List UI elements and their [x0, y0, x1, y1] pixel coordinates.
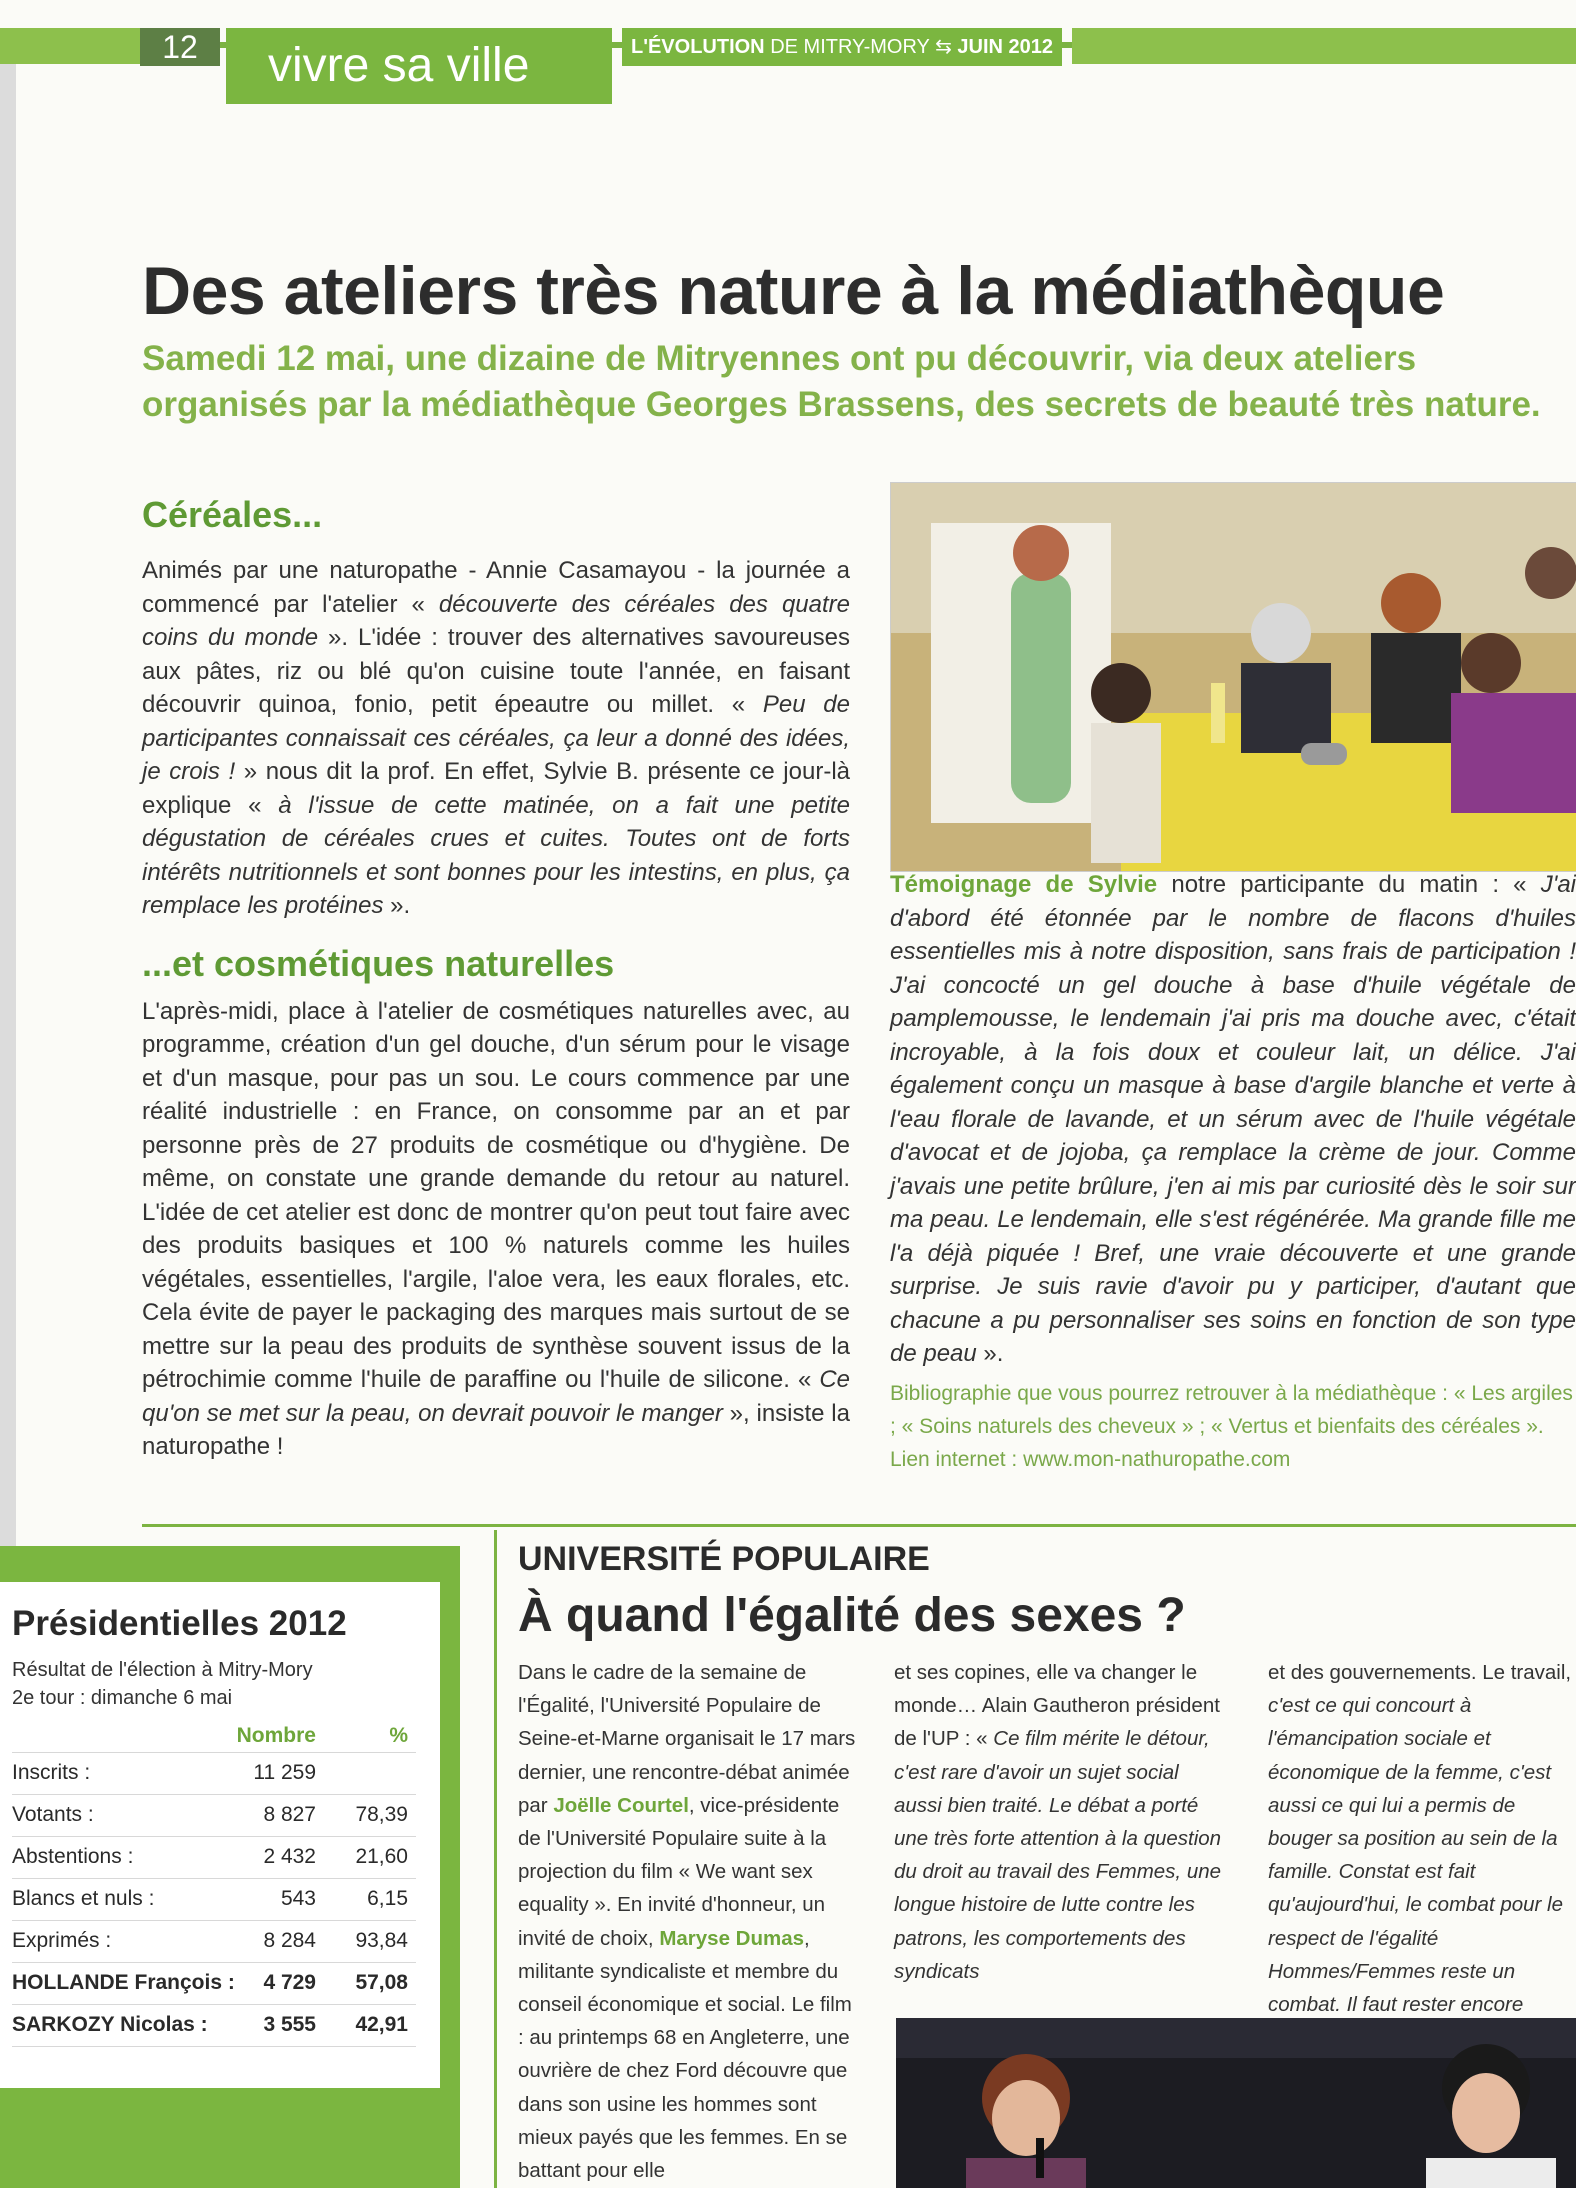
text-run: L'après-midi, place à l'atelier de cosmétiques naturelles avec, au programme, création d'un gel douche, d'un sérum pour le visage et d'un masque, pour pas un sou. Le cours commence par une réalité industrielle : en France, on consomme par an et par personne près de 27 produits de cosmétique ou d'hygiène. De même, on constate une grande demande du retour au naturel. L'idée de cet atelier est donc de montrer qu'on peut tout faire avec des produits basiques et 100 % naturels comme les huiles végétales, essentielles, l'argile, l'aloe vera, les eaux florales, etc. Cela évite de payer le packaging des marques mais surtout de se mettre sur la peau des produits de synthèse souvent issus de la pétrochimie comme l'huile de paraffine ou l'huile de silicone. «	[142, 997, 850, 1393]
testimony-paragraph	[890, 868, 1576, 1371]
subheading-cosmetiques: ...et cosmétiques naturelles	[142, 942, 615, 984]
text-run: , vice-présidente de l'Université Populaire suite à la projection du film « We want sex equality ». En invité d'honneur, un invité de choix,	[518, 1793, 840, 1950]
table-row	[12, 1921, 416, 1963]
article-right-column	[890, 868, 1576, 1476]
text-run: », insiste la naturopathe !	[142, 1399, 850, 1460]
text-run-italic: découverte des céréales des quatre coins du monde	[142, 590, 850, 651]
person-name: Maryse Dumas	[659, 1926, 805, 1950]
up-column-1	[518, 1656, 858, 2187]
row-pct: 93,84	[355, 1929, 408, 1952]
quote-naturopathe: Ce qu'on se met sur la peau, on devrait pouvoir le manger	[142, 1366, 850, 1427]
up-title: À quand l'égalité des sexes ?	[518, 1589, 1186, 1642]
table-row	[12, 1963, 416, 2005]
person-name: Joëlle Courtel	[553, 1793, 689, 1817]
publication-info	[622, 28, 1062, 66]
text-run: Animés par une naturopathe - Annie Casamayou - la journée a commencé par l'atelier «	[142, 557, 850, 618]
row-nombre: 8 827	[263, 1803, 316, 1826]
row-nombre: 4 729	[263, 1971, 316, 1994]
election-title: Présidentielles 2012	[12, 1604, 347, 1643]
row-label: Inscrits :	[12, 1761, 91, 1784]
text-run: » nous dit la prof. En effet, Sylvie B. présente ce jour-là explique «	[142, 758, 850, 819]
quote-prof: Peu de participantes connaissait ces céréales, ça leur a donné des idées, je crois !	[142, 691, 850, 785]
row-pct: 6,15	[367, 1887, 408, 1910]
table-row	[12, 1795, 416, 1837]
bibliography: Bibliographie que vous pourrez retrouver à la médiathèque : « Les argiles ; « Soins naturels des cheveux » ; « Vertus et bienfaits des céréales ». Lien internet : www.mon-nathuropathe.com	[890, 1381, 1573, 1471]
publication-name: L'ÉVOLUTION	[630, 36, 765, 58]
text-run: ».	[976, 1340, 1004, 1367]
table-row	[12, 2005, 416, 2047]
publication-separator: ⇆	[935, 36, 952, 58]
text-run: ». L'idée : trouver des alternatives savoureuses aux pâtes, riz ou blé qu'on cuisine toute l'année, en faisant découvrir quinoa, fonio, petit épeautre ou millet. «	[142, 624, 850, 718]
row-label: Exprimés :	[12, 1929, 112, 1952]
page-number: 12	[140, 28, 220, 66]
column-header-nombre: Nombre	[236, 1724, 316, 1747]
column-divider	[494, 1530, 497, 2188]
row-nombre: 543	[280, 1887, 316, 1910]
table-row	[12, 1753, 416, 1795]
quote-gautheron-cont: c'est ce qui concourt à l'émancipation sociale et économique de la femme, c'est aussi ce qui lui a permis de bouger sa position au sein de la famille. Constat est fait qu'aujourd'hui, le combat pour le respect de l'égalité Hommes/Femmes reste un combat. Il faut rester encore	[1268, 1694, 1564, 2017]
row-pct: 42,91	[355, 2013, 408, 2036]
row-pct: 57,08	[355, 1971, 408, 1994]
text-run: et ses copines, elle va changer le monde… Alain Gautheron président de l'UP : «	[894, 1661, 1220, 1751]
row-nombre: 2 432	[263, 1845, 316, 1868]
debate-photo	[896, 2018, 1576, 2188]
article-left-column	[142, 494, 850, 1464]
text-run: et des gouvernements. Le travail,	[1268, 1661, 1572, 1684]
workshop-photo	[890, 482, 1576, 872]
row-label: SARKOZY Nicolas :	[12, 2013, 208, 2036]
row-pct: 78,39	[355, 1803, 408, 1826]
quote-sylvie: à l'issue de cette matinée, on a fait une petite dégustation de céréales crues et cuites. Toutes ont de forts intérêts nutritionnels et sont bonnes pour les intestins, en plus, ça remplace les protéines	[142, 791, 851, 919]
up-column-3	[1268, 1656, 1576, 2054]
up-kicker: UNIVERSITÉ POPULAIRE	[518, 1540, 930, 1578]
up-column-2	[894, 1656, 1224, 1988]
quote-gautheron: Ce film mérite le détour, c'est rare d'avoir un sujet social aussi bien traité. Le débat a porté une très forte attention à la question du droit au travail des Femmes, une longue histoire de lutte contre les patrons, les comportements des syndicats	[894, 1727, 1222, 1983]
election-subtitle-line: 2e tour : dimanche 6 mai	[12, 1687, 233, 1709]
table-row	[12, 1879, 416, 1921]
election-subtitle-line: Résultat de l'élection à Mitry-Mory	[12, 1659, 313, 1681]
text-run: ».	[383, 892, 411, 919]
row-pct: 21,60	[355, 1845, 408, 1868]
testimony-quote: J'ai d'abord été étonnée par le nombre de flacons d'huiles essentielles mis à notre disposition, sans frais de participation ! J'ai concocté un gel douche à base d'huile végétale de pamplemousse, le lendemain j'ai pris ma douche avec, c'était incroyable, à la fois doux et couleur lait, un délice. J'ai également conçu un masque à base d'argile blanche et verte à l'eau florale de lavande, et un sérum avec de l'huile végétale d'avocat et de jojoba, ça remplace la crème de jour. Comme j'avais une petite brûlure, j'en ai mis par curiosité dès le soir sur ma peau. Le lendemain, elle s'est régénérée. Ma grande fille me l'a déjà piquée ! Bref, une vraie découverte et une grande surprise. Je suis ravie d'avoir pu y participer, d'autant que chacune a pu personnaliser ses soins en fonction de son type de peau	[890, 871, 1576, 1367]
subheading-cereales: Céréales...	[142, 494, 323, 535]
table-row	[12, 1837, 416, 1879]
row-label: Abstentions :	[12, 1845, 134, 1868]
publication-city: DE MITRY-MORY	[770, 36, 930, 58]
paragraph-cosmetiques	[142, 995, 850, 1464]
header-left-bar	[0, 28, 140, 64]
paragraph-cereales	[142, 554, 850, 923]
text-run: notre participante du matin : «	[1157, 871, 1541, 898]
column-header-pct: %	[389, 1724, 408, 1747]
article-lead: Samedi 12 mai, une dizaine de Mitryennes ont pu découvrir, via deux ateliers organisés par la médiathèque Georges Brassens, des secrets de beauté très nature.	[142, 339, 1541, 424]
row-label: Votants :	[12, 1803, 94, 1826]
row-nombre: 3 555	[263, 2013, 316, 2036]
testimony-heading: Témoignage de Sylvie	[890, 871, 1158, 898]
debate-photo-image	[896, 2018, 1576, 2188]
row-nombre: 11 259	[253, 1761, 316, 1784]
text-run: Dans le cadre de la semaine de l'Égalité, l'Université Populaire de Seine-et-Marne organisait le 17 mars dernier, une rencontre-débat animée par	[518, 1661, 856, 1817]
table-header	[12, 1720, 416, 1753]
section-divider	[142, 1524, 1576, 1527]
row-nombre: 8 284	[263, 1929, 316, 1952]
publication-date: JUIN 2012	[957, 36, 1054, 58]
section-title: vivre sa ville	[226, 28, 612, 104]
row-label: Blancs et nuls :	[12, 1887, 155, 1910]
workshop-photo-image	[891, 483, 1576, 871]
header-right-bar	[1072, 28, 1576, 64]
text-run: , militante syndicaliste et membre du conseil économique et social. Le film : au printemps 68 en Angleterre, une ouvrière de chez Ford découvre que dans son usine les hommes sont mieux payés que les femmes. En se battant pour elle	[518, 1926, 852, 2183]
election-subtitle	[12, 1656, 313, 1712]
election-table	[12, 1720, 416, 2047]
row-label: HOLLANDE François :	[12, 1971, 235, 1994]
article-title: Des ateliers très nature à la médiathèque	[142, 253, 1445, 329]
